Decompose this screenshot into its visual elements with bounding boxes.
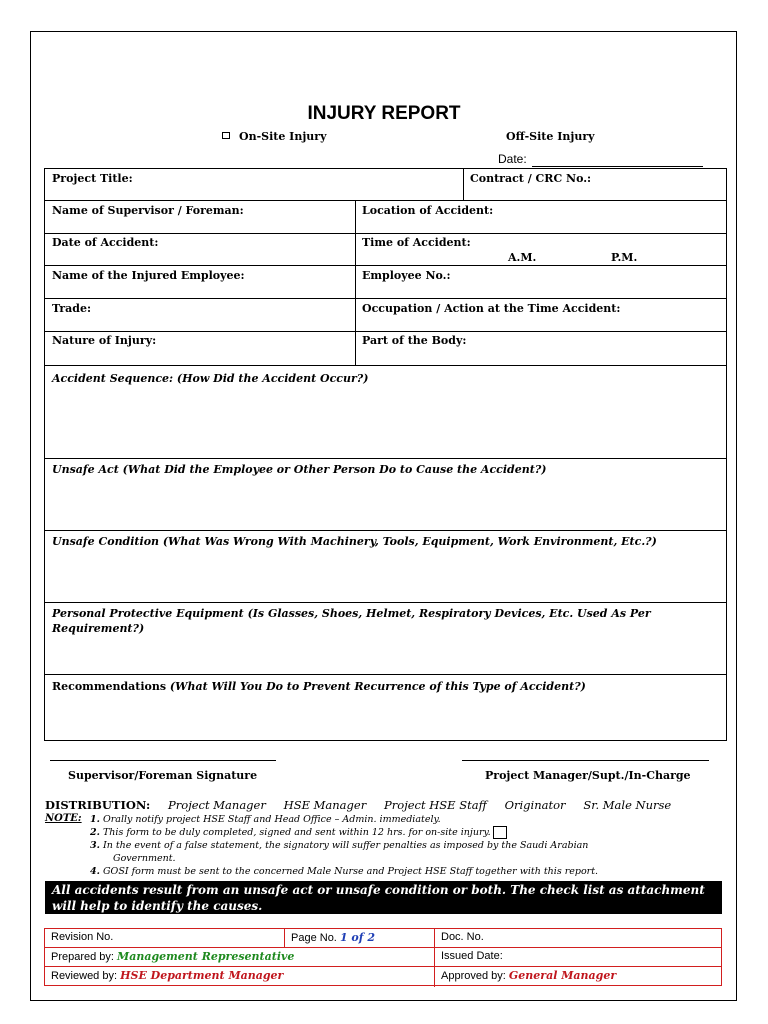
onsite-injury-label: On-Site Injury (239, 130, 327, 143)
reviewed-by-value: HSE Department Manager (120, 969, 284, 982)
date-of-accident-field[interactable]: Date of Accident: (52, 236, 159, 249)
row-divider (45, 265, 726, 266)
row-divider (45, 200, 726, 201)
document-control-table (44, 928, 722, 986)
note-text: This form to be duly completed, signed and sent within 12 hrs. for on-site injury. (102, 827, 491, 838)
row-divider (45, 966, 721, 967)
accident-sequence-field[interactable]: Accident Sequence: (How Did the Accident Occur?) (52, 372, 369, 385)
page-no-value: 1 of 2 (339, 931, 375, 944)
am-option[interactable]: A.M. (508, 251, 537, 264)
page-no-cell (291, 931, 375, 944)
distribution-item: Project HSE Staff (384, 798, 487, 812)
column-divider (355, 200, 356, 365)
note-item (90, 840, 588, 851)
row-divider (45, 458, 726, 459)
approved-by-value: General Manager (508, 969, 617, 982)
unsafe-act-field[interactable]: Unsafe Act (What Did the Employee or Other Person Do to Cause the Accident?) (52, 463, 547, 476)
recommendations-field[interactable] (52, 680, 586, 693)
manager-signature-line[interactable] (462, 760, 709, 761)
row-divider (45, 602, 726, 603)
date-input-line[interactable] (532, 166, 703, 167)
onsite-injury-option[interactable] (222, 130, 326, 143)
unsafe-condition-field[interactable]: Unsafe Condition (What Was Wrong With Machinery, Tools, Equipment, Work Environment, Etc.?) (52, 535, 657, 548)
occupation-field[interactable]: Occupation / Action at the Time Accident: (362, 302, 621, 315)
distribution-item: Project Manager (168, 798, 266, 812)
column-divider (284, 929, 285, 947)
contract-no-field[interactable]: Contract / CRC No.: (470, 172, 592, 185)
nature-of-injury-field[interactable]: Nature of Injury: (52, 334, 157, 347)
note-label: NOTE: (45, 813, 82, 824)
note-item (90, 866, 598, 877)
note-text: In the event of a false statement, the signatory will suffer penalties as imposed by the Saudi Arabian (102, 840, 589, 851)
injured-employee-field[interactable]: Name of the Injured Employee: (52, 269, 245, 282)
pm-option[interactable]: P.M. (611, 251, 638, 264)
page-no-label: Page No. (291, 932, 337, 944)
note-text: Orally notify project HSE Staff and Head Office – Admin. immediately. (102, 814, 441, 825)
note-number: 2. (90, 827, 100, 838)
reviewed-by-label: Reviewed by: (51, 970, 118, 982)
prepared-by-value: Management Representative (117, 950, 295, 963)
note-text-continued: Government. (113, 853, 176, 864)
prepared-by-cell (51, 950, 294, 963)
note-number: 4. (90, 866, 100, 877)
checkbox-icon[interactable] (222, 132, 230, 139)
issued-date-cell: Issued Date: (441, 950, 503, 962)
date-label: Date: (498, 152, 527, 166)
row-divider (45, 365, 726, 366)
ppe-field[interactable]: Personal Protective Equipment (Is Glasses, Shoes, Helmet, Respiratory Devices, Etc. Used As Per Requirement?) (52, 607, 651, 635)
row-divider (45, 298, 726, 299)
note-number: 3. (90, 840, 100, 851)
reviewed-by-cell (51, 969, 283, 982)
page-title: INJURY REPORT (307, 103, 461, 124)
revision-no-cell: Revision No. (51, 931, 114, 943)
column-divider (463, 169, 464, 200)
recommendations-label: Recommendations (52, 680, 167, 693)
row-divider (45, 233, 726, 234)
offsite-injury-label: Off-Site Injury (506, 130, 595, 143)
row-divider (45, 947, 721, 948)
distribution-label: DISTRIBUTION: (45, 798, 151, 812)
column-divider (434, 929, 435, 987)
distribution-item: HSE Manager (283, 798, 367, 812)
prepared-by-label: Prepared by: (51, 951, 114, 963)
recommendations-hint: (What Will You Do to Prevent Recurrence of this Type of Accident?) (169, 680, 586, 693)
onsite-checkbox[interactable] (493, 826, 507, 839)
trade-field[interactable]: Trade: (52, 302, 92, 315)
doc-no-cell: Doc. No. (441, 931, 484, 943)
manager-signature-label: Project Manager/Supt./In-Charge (485, 769, 691, 782)
note-number: 1. (90, 814, 100, 825)
location-field[interactable]: Location of Accident: (362, 204, 494, 217)
employee-no-field[interactable]: Employee No.: (362, 269, 451, 282)
distribution-item: Originator (504, 798, 566, 812)
note-text: GOSI form must be sent to the concerned Male Nurse and Project HSE Staff together with this report. (102, 866, 599, 877)
time-of-accident-field[interactable]: Time of Accident: (362, 236, 471, 249)
part-of-body-field[interactable]: Part of the Body: (362, 334, 467, 347)
project-title-field[interactable]: Project Title: (52, 172, 133, 185)
warning-banner: All accidents result from an unsafe act or unsafe condition or both. The check list as attachment will help to identify the causes. (45, 881, 722, 914)
supervisor-name-field[interactable]: Name of Supervisor / Foreman: (52, 204, 244, 217)
approved-by-label: Approved by: (441, 970, 506, 982)
supervisor-signature-label: Supervisor/Foreman Signature (68, 769, 258, 782)
distribution-list (45, 798, 671, 812)
injury-form-table (44, 168, 727, 741)
approved-by-cell (441, 969, 616, 982)
supervisor-signature-line[interactable] (50, 760, 276, 761)
row-divider (45, 331, 726, 332)
distribution-item: Sr. Male Nurse (583, 798, 672, 812)
note-item (90, 814, 441, 825)
note-item (90, 826, 507, 839)
row-divider (45, 674, 726, 675)
row-divider (45, 530, 726, 531)
